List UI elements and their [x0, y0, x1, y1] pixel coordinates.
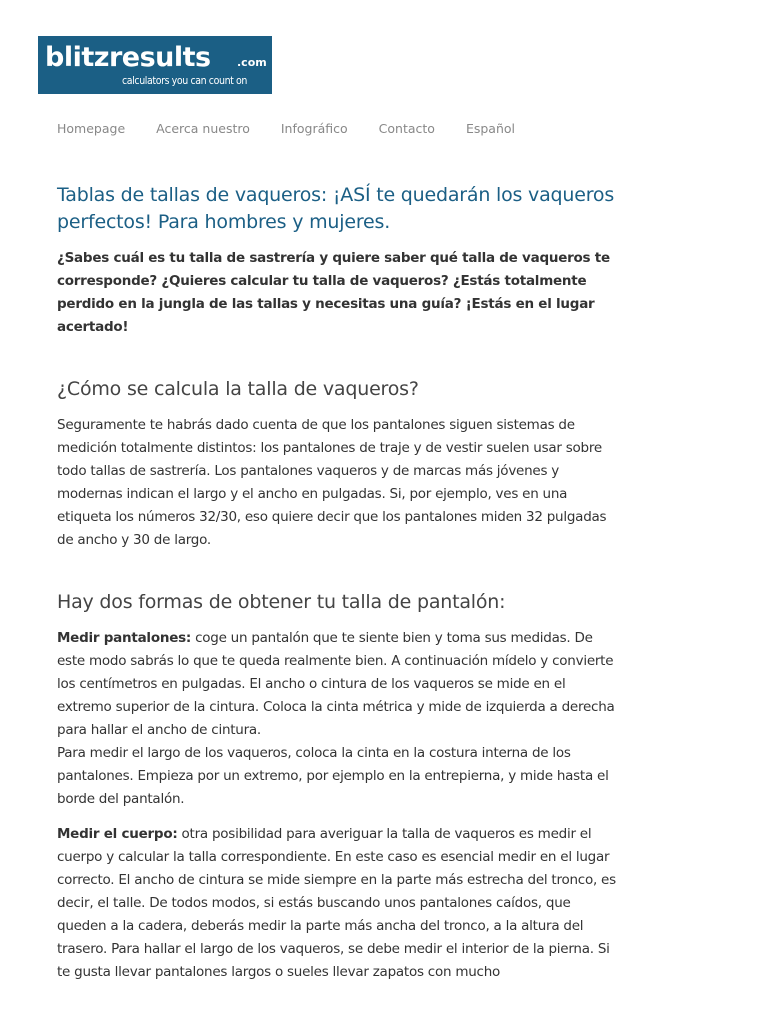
- section-calculate-body: Seguramente te habrás dado cuenta de que los pantalones siguen sistemas de medición totalmente distintos: los pantalones de traje y de vestir suelen usar sobre todo tallas de sastrería. Los pantalones vaqueros y de marcas más jóvenes y modernas indican el largo y el ancho en pulgadas. Si, por ejemplo, ves en una etiqueta los números 32/30, eso quiere decir que los pantalones miden 32 pulgadas de ancho y 30 de largo.: [57, 417, 607, 548]
- measure-pants-length-text: Para medir el largo de los vaqueros, coloca la cinta en la costura interna de los pantalones. Empieza por un extremo, por ejemplo en la entrepierna, y mide hasta el borde del pantalón.: [57, 745, 609, 807]
- logo-tagline: calculators you can count on: [122, 75, 248, 87]
- nav-acerca-nuestro[interactable]: Acerca nuestro: [156, 121, 250, 136]
- paragraph-measure-pants: [57, 627, 623, 811]
- section-heading-two-ways: Hay dos formas de obtener tu talla de pantalón:: [57, 591, 506, 613]
- article-intro: ¿Sabes cuál es tu talla de sastrería y quiere saber qué talla de vaqueros te corresponde? ¿Quieres calcular tu talla de vaqueros? ¿Estás totalmente perdido en la jungla de las tallas y necesitas una guía? ¡Estás en el lugar acertado!: [57, 250, 610, 335]
- main-nav: [57, 121, 546, 136]
- section-heading-calculate: ¿Cómo se calcula la talla de vaqueros?: [57, 378, 419, 400]
- measure-body-label: Medir el cuerpo:: [57, 826, 178, 842]
- measure-pants-label: Medir pantalones:: [57, 630, 192, 646]
- site-logo[interactable]: [38, 36, 272, 94]
- measure-pants-text: coge un pantalón que te siente bien y toma sus medidas. De este modo sabrás lo que te queda realmente bien. A continuación mídelo y convierte los centímetros en pulgadas. El ancho o cintura de los vaqueros se mide en el extremo superior de la cintura. Coloca la cinta métrica y mide de izquierda a derecha para hallar el ancho de cintura.: [57, 630, 615, 738]
- article-content: [57, 182, 623, 984]
- paragraph-measure-body: [57, 823, 623, 984]
- page-title: Tablas de tallas de vaqueros: ¡ASÍ te quedarán los vaqueros perfectos! Para hombres y mujeres.: [57, 184, 615, 233]
- nav-homepage[interactable]: Homepage: [57, 121, 126, 136]
- nav-infografico[interactable]: Infográfico: [280, 121, 348, 136]
- measure-body-text: otra posibilidad para averiguar la talla de vaqueros es medir el cuerpo y calcular la talla correspondiente. En este caso es esencial medir en el lugar correcto. El ancho de cintura se mide siempre en la parte más estrecha del tronco, es decir, el talle. De todos modos, si estás buscando unos pantalones caídos, que queden a la cadera, deberás medir la parte más ancha del tronco, a la altura del trasero. Para hallar el largo de los vaqueros, se debe medir el interior de la pierna. Si te gusta llevar pantalones largos o sueles llevar zapatos con mucho: [57, 826, 616, 980]
- nav-language-espanol[interactable]: Español: [465, 121, 516, 136]
- nav-contacto[interactable]: Contacto: [378, 121, 435, 136]
- logo-brand-text: blitzresults: [45, 42, 211, 73]
- logo-suffix-text: .com: [237, 56, 267, 69]
